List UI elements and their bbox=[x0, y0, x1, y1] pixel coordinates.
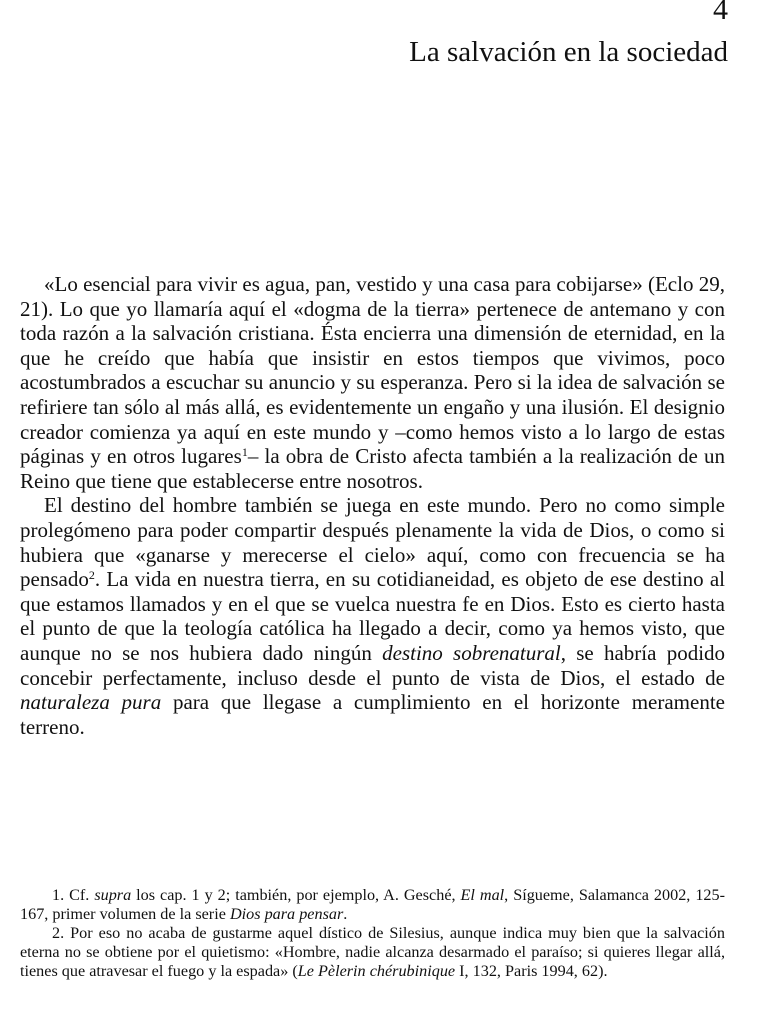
footnotes bbox=[20, 886, 725, 981]
italic-destino-sobrenatural: destino sobrenatural bbox=[382, 640, 561, 665]
footnote-1-text-c: , Sígueme, Salamanca 2002, 125-167, primer volumen de la serie bbox=[20, 886, 725, 923]
paragraph-1-text-b: – la obra de Cristo afecta también a la realización de un Reino que tiene que establecerse entre nosotros. bbox=[20, 444, 725, 493]
footnote-1-italic-series: Dios para pensar bbox=[229, 905, 344, 923]
footnote-1-text-a: 1. Cf. bbox=[52, 886, 90, 904]
footnote-1-italic-el-mal: El mal bbox=[460, 886, 505, 904]
paragraph-2 bbox=[20, 493, 725, 739]
footnote-2-text-a: 2. Por eso no acaba de gustarme aquel dístico de Silesius, aunque indica muy bien que la salvación eterna no se obtiene por el quietismo: «Hombre, nadie alcanza desarmado el paraíso; si quieres llegar allá, tienes que atravesar el fuego y la espada» ( bbox=[20, 924, 725, 980]
chapter-title: La salvación en la sociedad bbox=[409, 36, 728, 68]
paragraph-1 bbox=[20, 272, 725, 493]
footnote-2 bbox=[20, 924, 725, 981]
paragraph-2-text-b: . La vida en nuestra tierra, en su cotidianeidad, es objeto de ese destino al que estamos llamados y en el que se vuelca nuestra fe en Dios. Esto es cierto hasta el punto de que la teología católica ha llegado a decir, como ya hemos visto, que aunque no se nos hubiera dado ningún bbox=[20, 567, 725, 665]
chapter-number: 4 bbox=[713, 0, 728, 26]
footnote-1 bbox=[20, 886, 725, 924]
footnote-1-text-d: . bbox=[343, 905, 348, 923]
italic-naturaleza-pura: naturaleza pura bbox=[20, 690, 162, 715]
footnote-1-text-b: los cap. 1 y 2; también, por ejemplo, A. Gesché, bbox=[136, 886, 456, 904]
body-text bbox=[20, 272, 725, 739]
paragraph-1-text-a: «Lo esencial para vivir es agua, pan, vestido y una casa para cobijarse» (Eclo 29, 21). Lo que yo llamaría aquí el «dogma de la tierra» pertenece de antemano y con toda razón a la salvación cristiana. Ésta encierra una dimensión de eternidad, en la que he creído que había que insistir en estos tiempos que vivimos, poco acostumbrados a escuchar su anuncio y su esperanza. Pero si la idea de salvación se refiriere tan sólo al más allá, es evidentemente un engaño y una ilusión. El designio creador comienza ya aquí en este mundo y –como hemos visto a lo largo de estas páginas y en otros lugares bbox=[20, 272, 725, 469]
paragraph-2-text-d: para que llegase a cumplimiento en el horizonte meramente terreno. bbox=[20, 690, 725, 739]
footnote-ref-2: 2 bbox=[88, 568, 95, 583]
paragraph-2-text-a: El destino del hombre también se juega en este mundo. Pero no como simple prolegómeno para poder compartir después plenamente la vida de Dios, o como si hubiera que «ganarse y merecerse el cielo» aquí, como con frecuencia se ha pensado bbox=[20, 493, 725, 592]
footnote-2-italic-title: Le Pèlerin chérubinique bbox=[297, 962, 456, 980]
footnote-2-text-b: I, 132, Paris 1994, 62). bbox=[459, 962, 608, 980]
footnote-1-italic-supra: supra bbox=[94, 886, 132, 904]
footnote-ref-1: 1 bbox=[241, 445, 248, 460]
paragraph-2-text-c: , se habría podido concebir perfectamente, incluso desde el punto de vista de Dios, el estado de bbox=[20, 640, 726, 690]
